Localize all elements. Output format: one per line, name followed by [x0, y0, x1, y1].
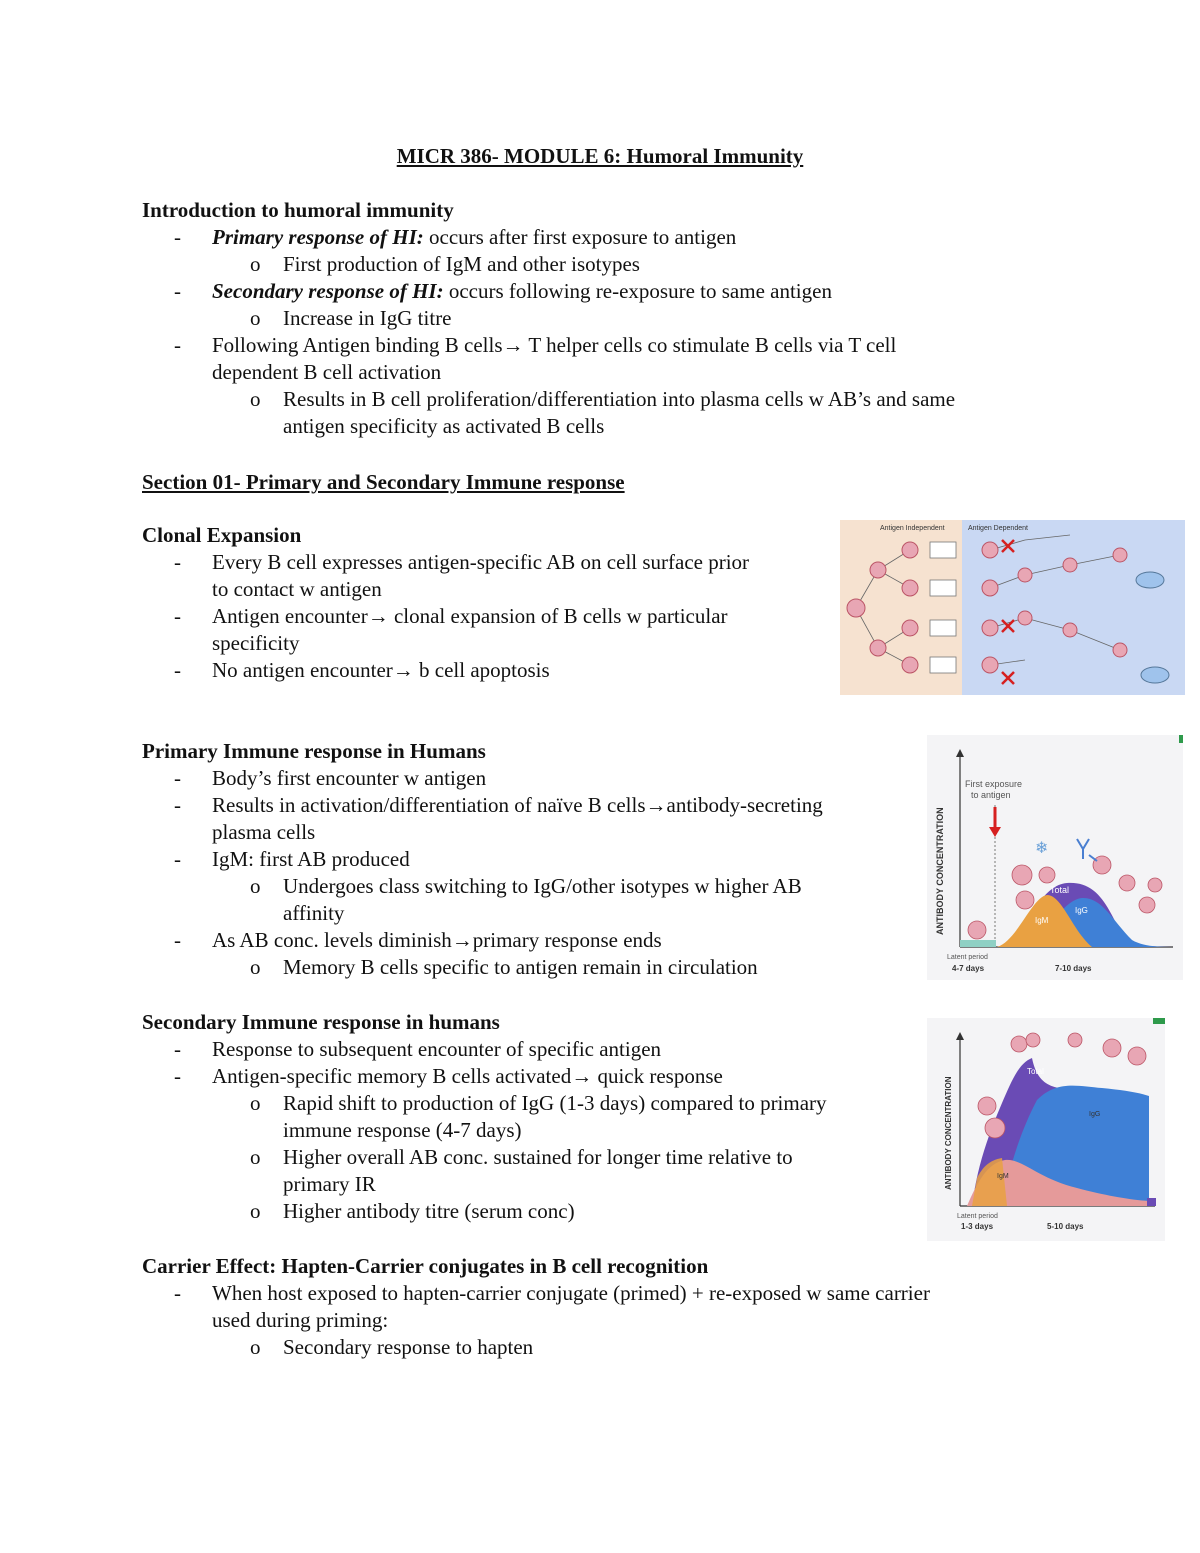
annotation-line-1: First exposure [965, 779, 1023, 789]
intro-sub-3: o Results in B cell proliferation/differentiation into plasma cells w AB’s and same [250, 387, 956, 411]
latent-end-marker [1147, 1198, 1156, 1206]
intro-heading: Introduction to humoral immunity [142, 198, 454, 222]
period-label-1: 1-3 days [961, 1222, 994, 1231]
y-axis-label: ANTIBODY CONCENTRATION [935, 807, 945, 935]
primary-bullet-3: - IgM: first AB produced [174, 847, 410, 871]
period-label-2: 5-10 days [1047, 1222, 1084, 1231]
period-label-2: 7-10 days [1055, 964, 1092, 973]
carrier-bullet-1-cont: used during priming: [212, 1308, 389, 1332]
clonal-section [142, 522, 749, 684]
primary-response-figure [927, 735, 1183, 980]
secondary-sub-2: o Higher overall AB conc. sustained for longer time relative to [250, 1145, 793, 1169]
carrier-sub-1: o Secondary response to hapten [250, 1335, 534, 1359]
series-label-total: Total [1027, 1067, 1044, 1076]
intro-sub-1: o First production of IgM and other isotypes [250, 252, 640, 276]
intro-bullet-1: - Primary response of HI: occurs after first exposure to antigen [174, 225, 737, 249]
primary-section [142, 738, 823, 981]
secondary-sub-1-cont: immune response (4-7 days) [283, 1118, 522, 1142]
intro-bullet-3-cont: dependent B cell activation [212, 360, 442, 384]
intro-bullet-3: - Following Antigen binding B cells→ T helper cells co stimulate B cells via T cell [174, 333, 897, 357]
secondary-response-figure [927, 1018, 1165, 1241]
series-label-igm: IgM [1035, 916, 1049, 925]
carrier-bullet-1: - When host exposed to hapten-carrier conjugate (primed) + re-exposed w same carrier [174, 1281, 930, 1305]
green-corner-marker [1179, 735, 1183, 743]
intro-bullet-2: - Secondary response of HI: occurs following re-exposure to same antigen [174, 279, 832, 303]
series-label-igg: IgG [1075, 906, 1088, 915]
section-heading: Section 01- Primary and Secondary Immune response [142, 470, 625, 494]
series-label-igg: IgG [1089, 1111, 1101, 1118]
intro-sub-2: o Increase in IgG titre [250, 306, 452, 330]
primary-sub-3: o Undergoes class switching to IgG/other isotypes w higher AB [250, 874, 802, 898]
clonal-bullet-3: - No antigen encounter→ b cell apoptosis [174, 658, 550, 682]
secondary-heading: Secondary Immune response in humans [142, 1010, 500, 1034]
intro-section [142, 197, 955, 440]
annotation-line-2: to antigen [971, 790, 1011, 800]
secondary-bullet-2: - Antigen-specific memory B cells activated→ quick response [174, 1064, 723, 1088]
intro-sub-3-cont: antigen specificity as activated B cells [283, 414, 605, 438]
series-label-igm: IgM [997, 1173, 1009, 1180]
y-axis-label: ANTIBODY CONCENTRATION [944, 1076, 953, 1190]
carrier-section [142, 1253, 930, 1361]
secondary-section [142, 1009, 827, 1225]
secondary-sub-2-cont: primary IR [283, 1172, 376, 1196]
page-title: MICR 386- MODULE 6: Humoral Immunity [396, 144, 804, 168]
clonal-bullet-2: - Antigen encounter→ clonal expansion of B cells w particular [174, 604, 728, 628]
clonal-heading: Clonal Expansion [142, 523, 302, 547]
secondary-sub-3: o Higher antibody titre (serum conc) [250, 1199, 575, 1223]
antigen-icon: ❄ [1035, 840, 1049, 857]
secondary-bullet-1: - Response to subsequent encounter of specific antigen [174, 1037, 662, 1061]
green-corner-marker [1153, 1018, 1165, 1024]
primary-sub-3-cont: affinity [283, 901, 345, 925]
latent-label: Latent period [957, 1213, 998, 1220]
clonal-expansion-figure [840, 520, 1185, 695]
period-label-1: 4-7 days [952, 964, 985, 973]
primary-bullet-1: - Body’s first encounter w antigen [174, 766, 487, 790]
primary-bullet-2-cont: plasma cells [212, 820, 316, 844]
series-label-total: Total [1050, 885, 1070, 895]
secondary-sub-1: o Rapid shift to production of IgG (1-3 days) compared to primary [250, 1091, 827, 1115]
antigen-dependent-label: Antigen Dependent [968, 525, 1028, 532]
latent-label: Latent period [947, 954, 988, 961]
clonal-bullet-1-cont: to contact w antigen [212, 577, 382, 601]
antigen-independent-label: Antigen Independent [880, 525, 945, 532]
section-01 [142, 469, 625, 496]
primary-sub-4: o Memory B cells specific to antigen remain in circulation [250, 955, 758, 979]
clonal-bullet-1: - Every B cell expresses antigen-specific AB on cell surface prior [174, 550, 750, 574]
latent-period-bar [960, 940, 996, 947]
carrier-heading: Carrier Effect: Hapten-Carrier conjugates in B cell recognition [142, 1254, 709, 1278]
primary-bullet-2: - Results in activation/differentiation of naïve B cells→antibody-secreting [174, 793, 823, 817]
primary-heading: Primary Immune response in Humans [142, 739, 486, 763]
primary-bullet-4: - As AB conc. levels diminish→primary response ends [174, 928, 662, 952]
clonal-bullet-2-cont: specificity [212, 631, 300, 655]
